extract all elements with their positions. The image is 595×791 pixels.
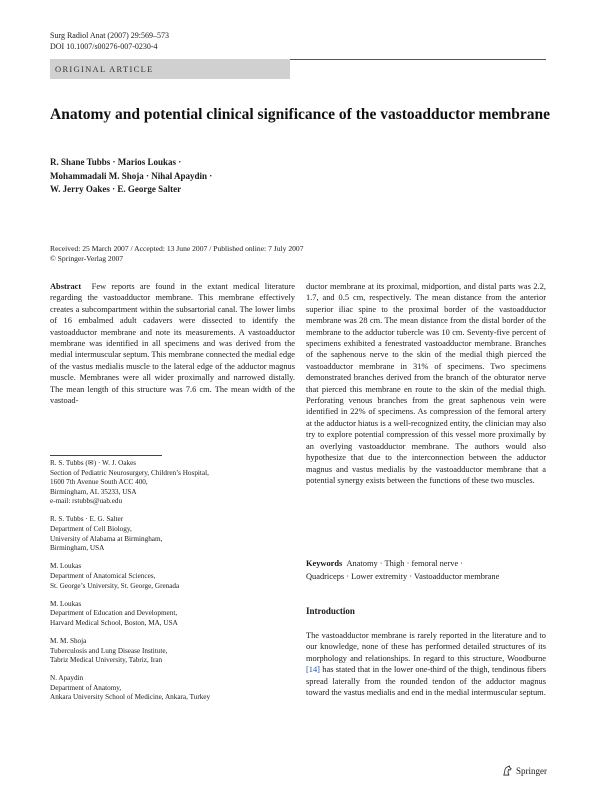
affiliation-line: 1600 7th Avenue South ACC 400, (50, 478, 148, 487)
affiliations (50, 459, 295, 711)
affiliation-block (50, 515, 295, 553)
article-title: Anatomy and potential clinical significance of the vastoadductor membrane (50, 106, 551, 123)
affiliation-line: M. Loukas (50, 599, 82, 608)
author-list (50, 156, 450, 197)
author-line: R. Shane Tubbs · Marios Loukas · (50, 157, 182, 167)
keywords-line: Quadriceps · Lower extremity · Vastoadductor membrane (306, 572, 500, 581)
section-heading-introduction: Introduction (306, 606, 355, 616)
intro-text: The vastoadductor membrane is rarely reported in the literature and to our knowledge, none of these has performed detailed structures of its morphology and relationships. In regard to this structure, Woodburne (306, 631, 546, 663)
affiliation-line: Department of Anatomy, (50, 683, 122, 692)
doi-line: DOI 10.1007/s00276-007-0230-4 (50, 42, 158, 51)
publication-dates (50, 244, 304, 264)
abstract-text: Few reports are found in the extant medical literature regarding the vastoadductor membrane. This membrane effectively creates a subcompartment within the subsartorial canal. The lower limbs of 16 embalmed adult cadavers were dissected to identify the vastoadductor membrane and note its measurements. A vastoadductor membrane was identified in all specimens and was derived from the medial intermuscular septum. This membrane connected the medial edge of the vastus medialis muscle to the lateral edge of the adductor magnus muscle. Membranes were all wider proximally and narrowed distally. The mean length of this structure was 7.6 cm. The mean width of the vastoad- (50, 282, 296, 406)
affiliation-line: M. Loukas (50, 562, 82, 571)
author-line: W. Jerry Oakes · E. George Salter (50, 184, 182, 194)
affiliation-line: R. S. Tubbs (✉) · W. J. Oakes (50, 459, 137, 467)
abstract-left (50, 281, 295, 406)
affiliation-line: Department of Anatomical Sciences, (50, 571, 156, 580)
affiliation-line: Department of Cell Biology, (50, 525, 132, 534)
affiliation-block (50, 674, 295, 703)
affiliation-block (50, 459, 295, 507)
springer-horse-icon (502, 765, 513, 776)
journal-citation-line: Surg Radiol Anat (2007) 29:569–573 (50, 31, 169, 40)
intro-text: has stated that in the lower one-third of the thigh, tendinous fibers spread laterally from the rounded tendon of the adductor magnus toward the vastus medialis and end in the medial intermuscular septum. (306, 665, 546, 698)
journal-citation (50, 30, 169, 52)
citation-link[interactable]: [14] (306, 665, 320, 675)
header-rule (290, 59, 546, 60)
introduction-text (306, 630, 546, 698)
affiliation-line: Harvard Medical School, Boston, MA, USA (50, 618, 178, 627)
affiliation-line: Birmingham, AL 35233, USA (50, 487, 137, 496)
abstract-label: Abstract (50, 282, 82, 291)
affiliation-block (50, 600, 295, 629)
affiliation-line: Department of Education and Development, (50, 609, 178, 618)
publisher-logo (502, 765, 547, 776)
affiliation-block (50, 562, 295, 591)
keywords (306, 557, 546, 583)
affiliation-line: Tabriz Medical University, Tabriz, Iran (50, 656, 163, 665)
affiliation-line: Birmingham, USA (50, 544, 105, 553)
section-label: ORIGINAL ARTICLE (55, 64, 154, 74)
affiliation-line: R. S. Tubbs · E. G. Salter (50, 515, 124, 524)
copyright-line: © Springer-Verlag 2007 (50, 254, 124, 263)
footnote-rule (50, 455, 162, 456)
keywords-label: Keywords (306, 559, 343, 568)
affiliation-line: N. Apaydin (50, 674, 84, 683)
affiliation-line: Ankara University School of Medicine, Ankara, Turkey (50, 693, 211, 702)
abstract-right: ductor membrane at its proximal, midportion, and distal parts was 2.2, 1.7, and 0.5 cm, respectively. The mean distance from the anterior superior iliac spine to the proximal border of the vastoadductor membrane was 28 cm. The mean distance from the distal border of the membrane to the adductor tubercle was 10 cm. Seventy-five percent of specimens exhibited a fenestrated vastoadductor membrane. Branches of the saphenous nerve to the skin of the medial thigh pierced the vastoadductor membrane in 31% of specimens. Two specimens demonstrated branches derived from the branch of the obturator nerve that pierced this membrane en route to the skin of the medial thigh. Perforating venous branches from the great saphenous vein were identified in 22% of specimens. As compression of the femoral artery at the adductor hiatus is a well-recognized entity, the clinician may also try to explore potential compression of this vessel more proximally by an overlying vastoadductor membrane. The authors would also hypothesize that due to the interconnection between the adductor magnus and vastus medialis by the vastoadductor membrane that a potential synergy exists between the functions of these two muscles. (306, 282, 546, 485)
affiliation-line: Section of Pediatric Neurosurgery, Children’s Hospital, (50, 468, 209, 477)
affiliation-line: M. M. Shoja (50, 636, 87, 645)
affiliation-line: St. George’s University, St. George, Grenada (50, 581, 180, 590)
email-link[interactable]: e-mail: rstubbs@uab.edu (50, 497, 123, 506)
affiliation-line: University of Alabama at Birmingham, (50, 534, 163, 543)
keywords-line: Anatomy · Thigh · femoral nerve · (346, 559, 464, 568)
author-line: Mohammadali M. Shoja · Nihal Apaydin · (50, 170, 213, 181)
affiliation-block (50, 637, 295, 666)
publisher-name: Springer (516, 765, 547, 776)
affiliation-line: Tuberculosis and Lung Disease Institute, (50, 646, 168, 655)
received-accepted-line: Received: 25 March 2007 / Accepted: 13 June 2007 / Published online: 7 July 2007 (50, 244, 304, 253)
